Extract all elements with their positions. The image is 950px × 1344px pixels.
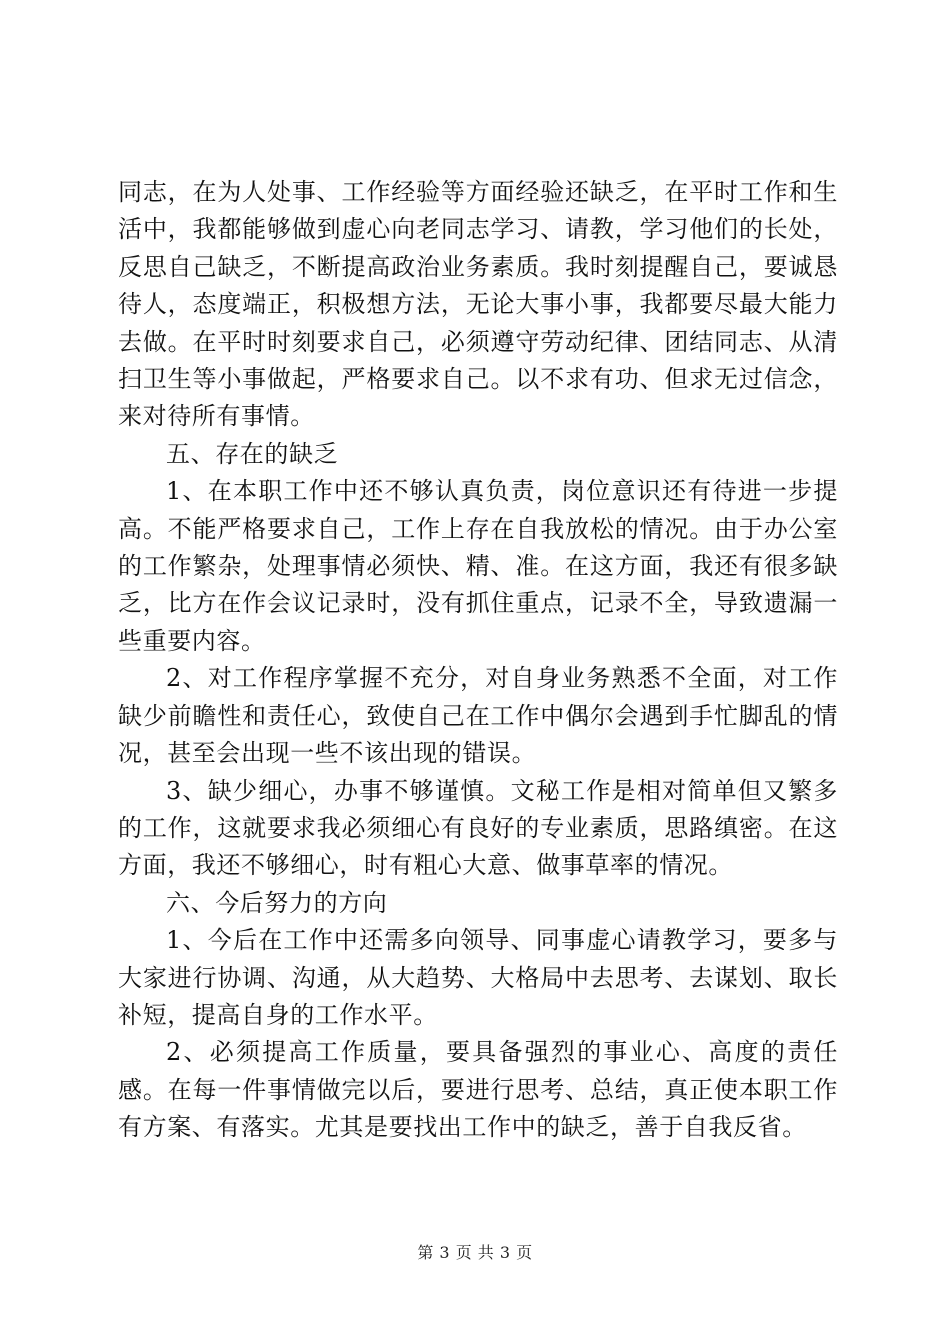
paragraph-1: 同志，在为人处事、工作经验等方面经验还缺乏，在平时工作和生活中，我都能够做到虚心向老同志学习、请教，学习他们的长处，反思自己缺乏，不断提高政治业务素质。我时刻提醒自己，要诚恳待人，态度端正，积极想方法，无论大事小事，我都要尽最大能力去做。在平时时刻要求自己，必须遵守劳动纪律、团结同志、从清扫卫生等小事做起，严格要求自己。以不求有功、但求无过信念，来对待所有事情。 bbox=[118, 178, 838, 431]
paragraph-6-1: 1、今后在工作中还需多向领导、同事虚心请教学习，要多与大家进行协调、沟通，从大趋势、大格局中去思考、去谋划、取长补短，提高自身的工作水平。 bbox=[118, 926, 838, 1029]
paragraph-5-3: 3、缺少细心，办事不够谨慎。文秘工作是相对简单但又繁多的工作，这就要求我必须细心有良好的专业素质，思路缜密。在这方面，我还不够细心，时有粗心大意、做事草率的情况。 bbox=[118, 776, 838, 880]
paragraph-5-1: 1、在本职工作中还不够认真负责，岗位意识还有待进一步提高。不能严格要求自己，工作上存在自我放松的情况。由于办公室的工作繁杂，处理事情必须快、精、准。在这方面，我还有很多缺乏，比方在作会议记录时，没有抓住重点，记录不全，导致遗漏一些重要内容。 bbox=[118, 477, 838, 655]
page-number-footer: 第 3 页 共 3 页 bbox=[417, 1243, 533, 1262]
paragraph-5-2: 2、对工作程序掌握不充分，对自身业务熟悉不全面，对工作缺少前瞻性和责任心，致使自己在工作中偶尔会遇到手忙脚乱的情况，甚至会出现一些不该出现的错误。 bbox=[118, 664, 838, 768]
section-heading-6: 六、今后努力的方向 bbox=[166, 888, 388, 917]
document-body bbox=[118, 174, 838, 1147]
paragraph-6-2: 2、必须提高工作质量，要具备强烈的事业心、高度的责任感。在每一件事情做完以后，要进行思考、总结，真正使本职工作有方案、有落实。尤其是要找出工作中的缺乏，善于自我反省。 bbox=[118, 1038, 838, 1142]
section-heading-5: 五、存在的缺乏 bbox=[166, 439, 339, 468]
